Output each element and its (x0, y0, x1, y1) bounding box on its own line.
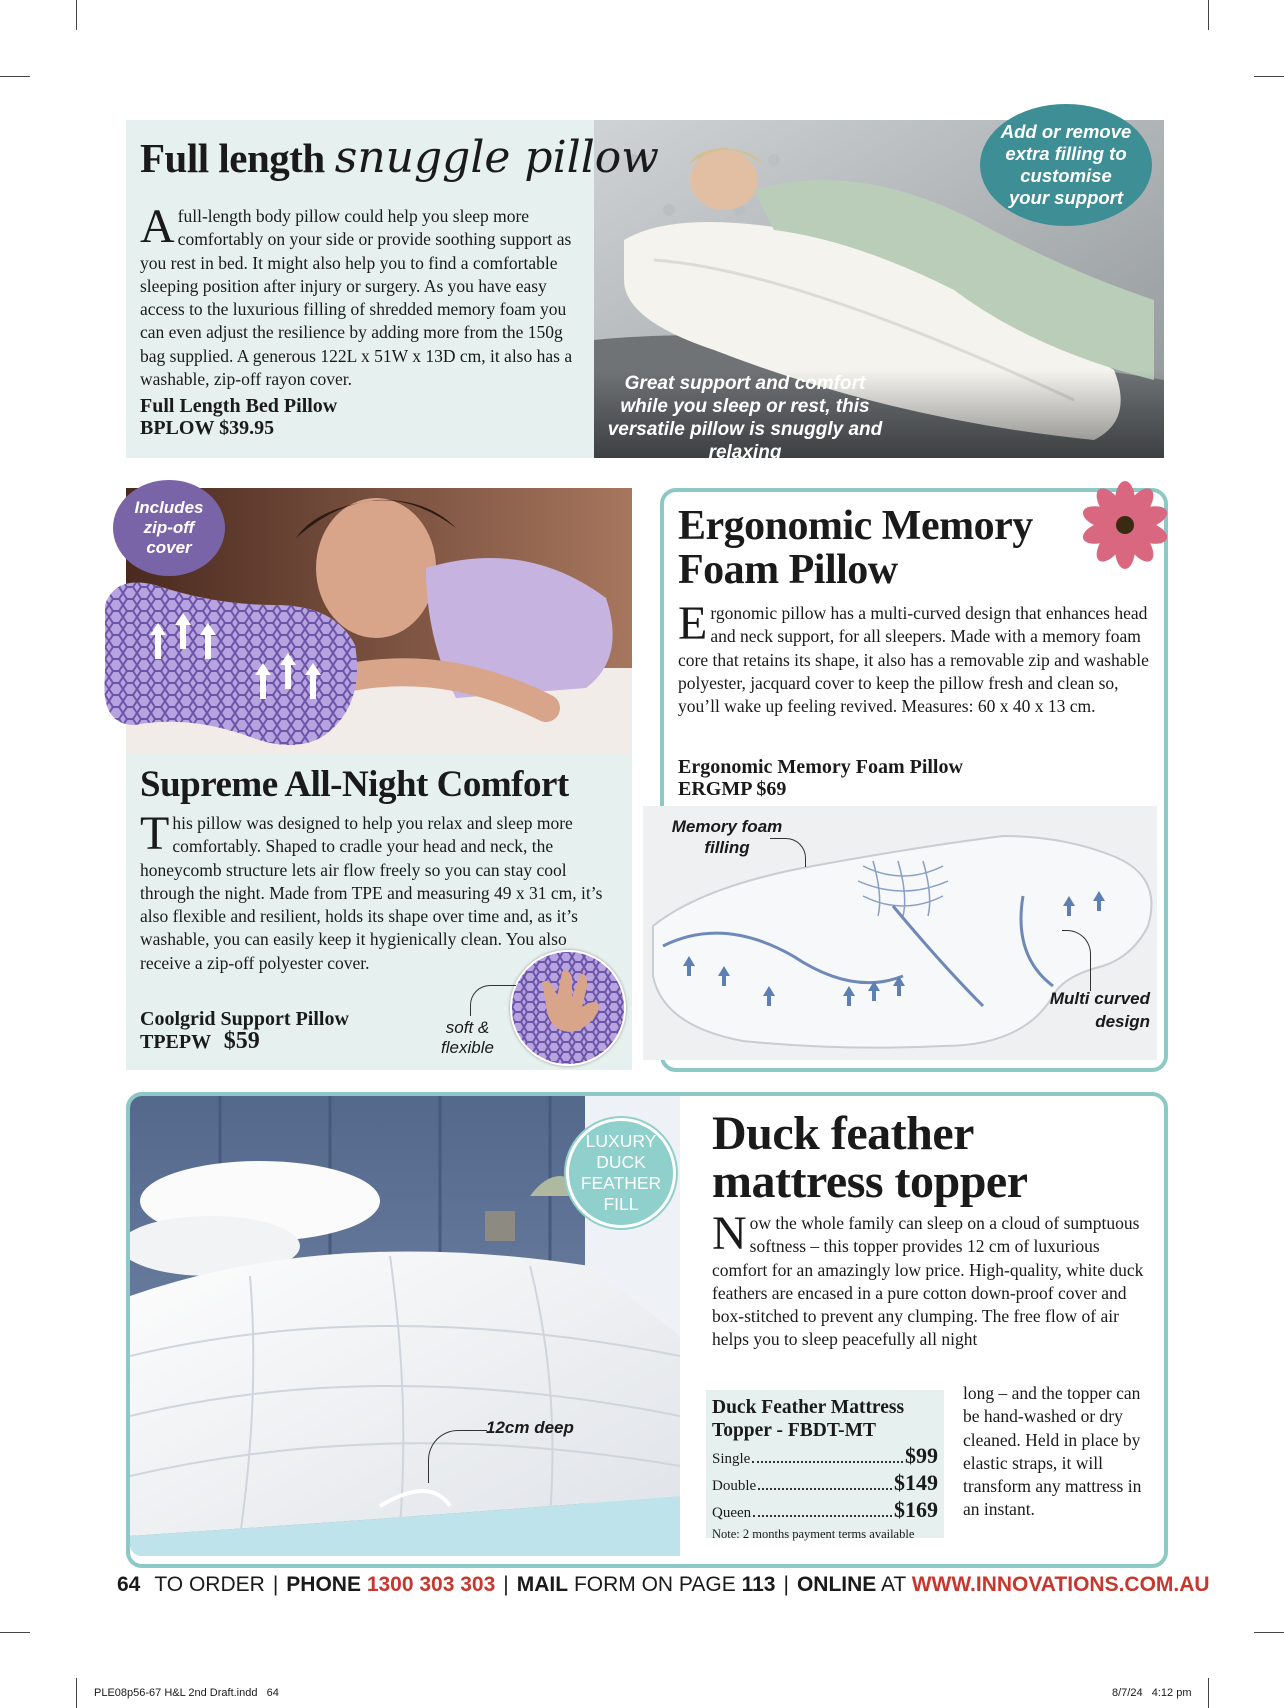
price-box (706, 1390, 944, 1541)
crop-mark (0, 76, 30, 77)
crop-mark (76, 1678, 77, 1708)
size-price: $149 (894, 1470, 938, 1495)
crop-mark (1208, 0, 1209, 30)
website-url: WWW.INNOVATIONS.COM.AU (911, 1573, 1210, 1596)
online-label: ONLINE (796, 1573, 877, 1596)
title-script: snuggle pillow (334, 132, 659, 183)
coolgrid-pillow-cutout (95, 575, 365, 755)
order-footer: 64 TO ORDER | PHONE 1300 303 303 | MAIL FORM ON PAGE 113 | ONLINE AT WWW.INNOVATIONS.COM.AU (117, 1573, 1210, 1596)
size-label: Single (712, 1451, 751, 1467)
product-name: Ergonomic Memory Foam Pillow (678, 756, 963, 778)
mail-page: 113 (741, 1573, 776, 1596)
multi-curved-callout: Multi curved design (1049, 989, 1150, 1031)
price-row-single (712, 1444, 938, 1471)
product-name: Full Length Bed Pillow (140, 395, 338, 417)
slug-date: 8/7/24 4:12 pm (1112, 1687, 1192, 1699)
ergonomic-title: Ergonomic Memory Foam Pillow (678, 503, 1033, 593)
drop-cap: E (678, 597, 708, 650)
depth-caption: 12cm deep (486, 1418, 574, 1437)
drop-cap: A (140, 200, 175, 253)
duck-feather-title: Duck feather mattress topper (712, 1107, 1028, 1208)
product-price: $59 (223, 1028, 260, 1054)
duck-feather-description: Now the whole family can sleep on a cloud of sumptuous softness – this topper provides 12 cm of luxurious comfort for an amazingly low price. High-quality, white duck feathers are encased in a pure cotton down-proof cover and box-stitched to prevent any clumping. The free flow of air helps you to sleep peacefully all night (712, 1207, 1144, 1350)
ergonomic-description: Ergonomic pillow has a multi-curved design that enhances head and neck support, for all sleepers. Made with a memory foam core that retains its shape, it also has a removable zip and washable polyester, jacquard cover to keep the pillow fresh and clean so, you’ll wake up feeling revived. Measures: 60 x 40 x 13 cm. (678, 597, 1149, 717)
payment-note: Note: 2 months payment terms available (712, 1527, 915, 1541)
snuggle-pillow-description: Afull-length body pillow could help you sleep more comfortably on your side or provide soothing support as you rest in bed. It might also help you to find a comfortable sleeping position after injury or surgery. As you have easy access to the luxurious filling of shredded memory foam you can even adjust the resilience by adding more from the 150g bag supplied. A generous 122L x 51W x 13D cm, it also has a washable, zip-off rayon cover. (140, 200, 573, 390)
crop-mark (76, 0, 77, 30)
product-code-price: ERGMP $69 (678, 778, 787, 800)
product-name: Coolgrid Support Pillow (140, 1008, 349, 1030)
coolgrid-title: Supreme All-Night Comfort (140, 764, 569, 805)
crop-mark (1254, 1632, 1284, 1633)
title-plain: Full length (140, 135, 325, 181)
soft-flexible-caption: soft & flexible (441, 1018, 494, 1057)
crop-mark (0, 1632, 30, 1633)
mail-label: MAIL (516, 1573, 569, 1596)
snuggle-pillow-product (140, 395, 337, 439)
luxury-fill-badge: LUXURY DUCK FEATHER FILL (566, 1118, 676, 1228)
mail-text: FORM ON PAGE (573, 1573, 736, 1596)
coolgrid-description: This pillow was designed to help you relax and sleep more comfortably. Shaped to cradle your head and neck, the honeycomb structure lets air flow freely so you can stay cool through the night. Made from TPE and measuring 49 x 31 cm, it’s also flexible and resilient, holds its shape over time and, as it’s washable, you can easily keep it hygienically clean. You also receive a zip-off polyester cover. (140, 807, 603, 973)
crop-mark (1208, 1678, 1209, 1708)
size-label: Double (712, 1478, 757, 1494)
price-box-title: Duck Feather Mattress Topper - FBDT-MT (712, 1397, 905, 1441)
ergonomic-product (678, 756, 963, 800)
to-order-label: TO ORDER (154, 1573, 265, 1596)
slug-file: PLE08p56-67 H&L 2nd Draft.indd 64 (94, 1687, 279, 1699)
phone-number: 1300 303 303 (366, 1573, 496, 1596)
size-label: Queen (712, 1505, 752, 1521)
callout-line (470, 985, 516, 1016)
filling-badge: Add or remove extra filling to customise your support (980, 104, 1152, 226)
page-number: 64 (117, 1573, 141, 1596)
size-price: $169 (894, 1497, 938, 1522)
drop-cap: N (712, 1207, 747, 1260)
callout-line (428, 1430, 487, 1483)
memory-foam-callout: Memory foam filling (671, 817, 783, 857)
online-at: AT (880, 1573, 906, 1596)
snuggle-photo-caption: Great support and comfort while you sleep or rest, this versatile pillow is snuggly and relaxing (607, 373, 883, 463)
coolgrid-product (140, 1008, 349, 1053)
snuggle-pillow-title (140, 132, 659, 183)
phone-label: PHONE (286, 1573, 361, 1596)
product-code: TPEPW (140, 1031, 211, 1053)
price-row-double (712, 1471, 938, 1498)
zip-cover-badge: Includes zip-off cover (113, 480, 225, 576)
duck-feather-description-continued: long – and the topper can be hand-washed or dry cleaned. Held in place by elastic straps, it will transform any mattress in an instant. (963, 1383, 1142, 1520)
product-code-price: BPLOW $39.95 (140, 417, 275, 439)
crop-mark (1254, 76, 1284, 77)
size-price: $99 (905, 1443, 938, 1468)
drop-cap: T (140, 807, 170, 860)
price-row-queen (712, 1498, 938, 1525)
flower-icon (1080, 480, 1170, 570)
soft-flexible-inset (510, 950, 626, 1066)
